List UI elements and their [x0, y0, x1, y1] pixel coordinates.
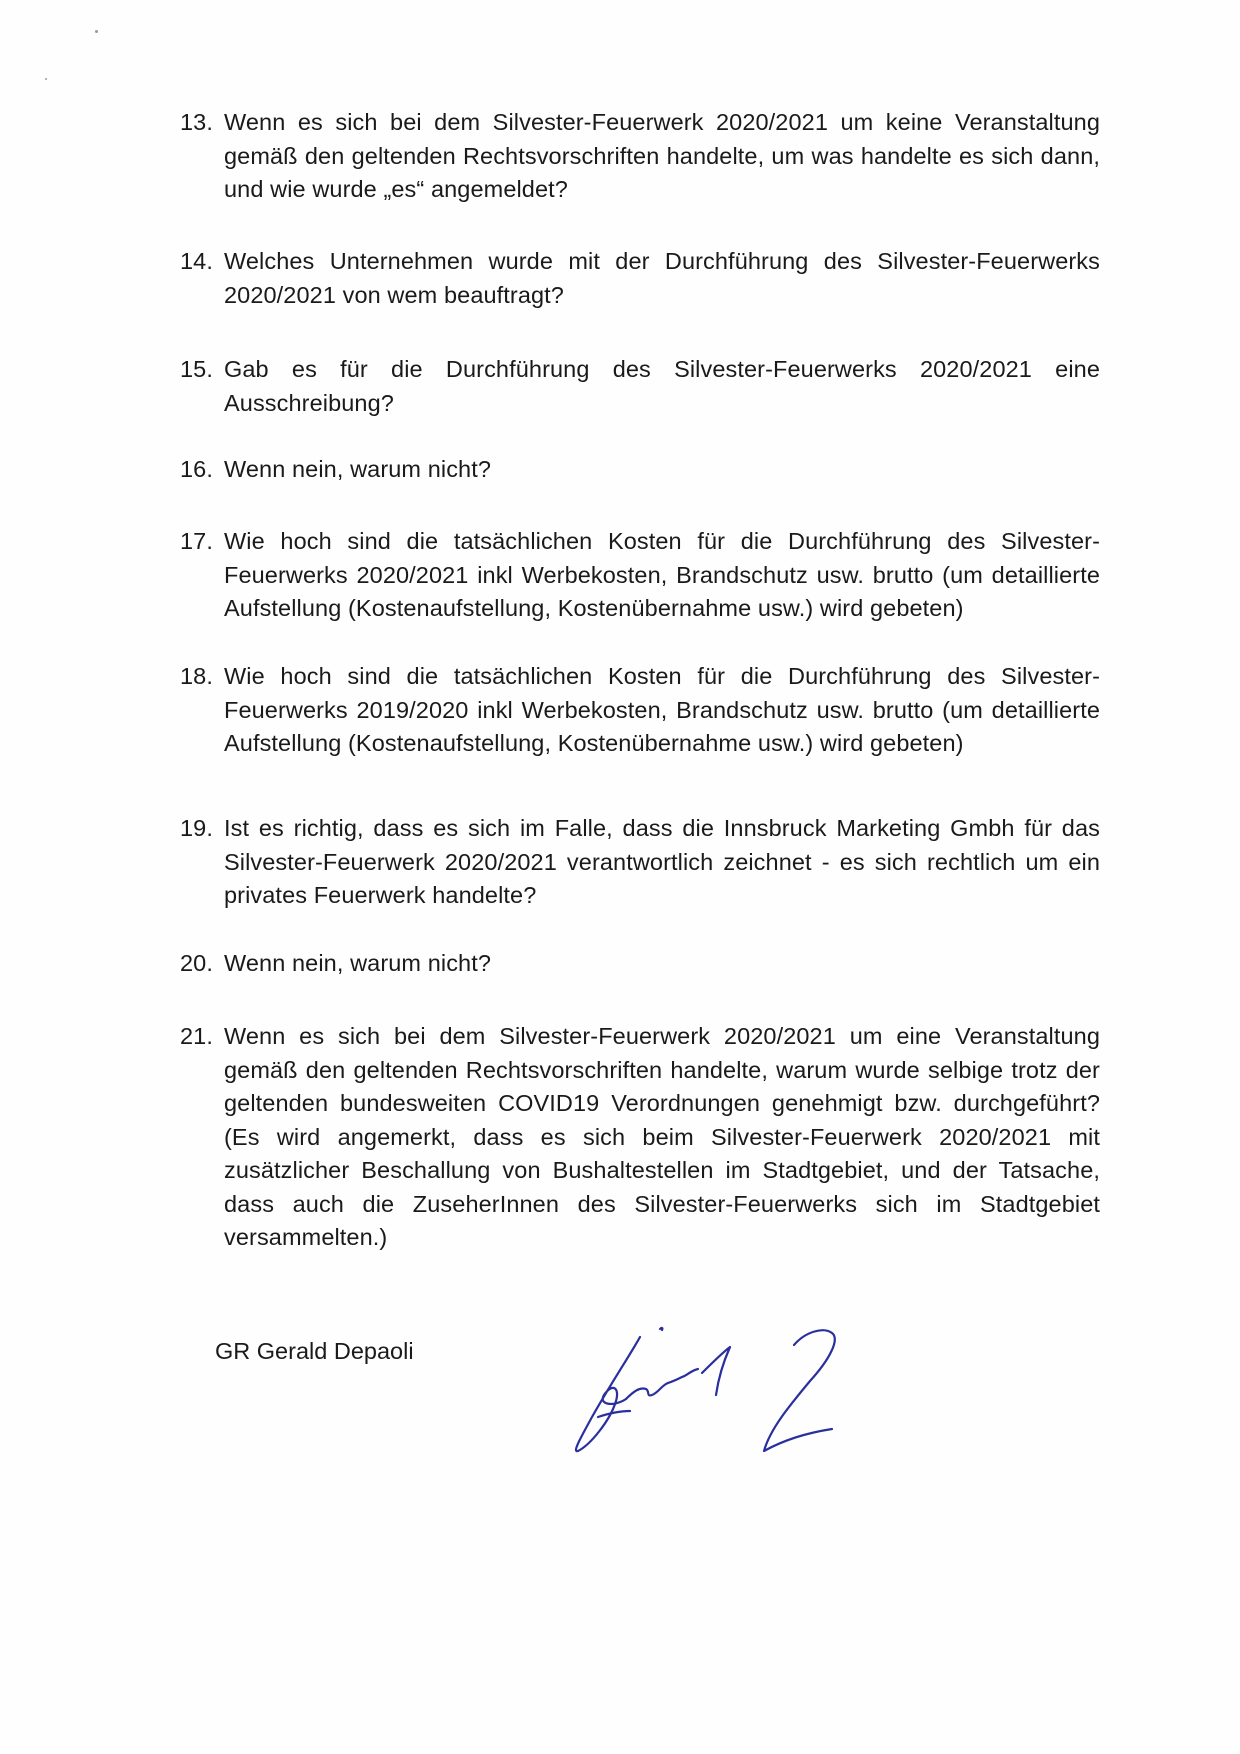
question-number: 15.: [180, 356, 213, 382]
question-20: [180, 947, 1100, 981]
scan-speck: [45, 78, 47, 80]
question-text: Wenn nein, warum nicht?: [224, 950, 492, 976]
question-15: [180, 353, 1100, 420]
question-number: 18.: [180, 663, 213, 689]
question-number: 17.: [180, 528, 213, 554]
question-16: [180, 453, 1100, 487]
question-21: [180, 1020, 1100, 1255]
question-text: Ist es richtig, dass es sich im Falle, dass die Innsbruck Marketing Gmbh für das Silvester-Feuerwerk 2020/2021 verantwortlich zeichnet - es sich rechtlich um ein privates Feuerwerk handelte?: [224, 815, 1100, 908]
question-number: 19.: [180, 815, 213, 841]
question-19: [180, 812, 1100, 913]
question-text: Wenn es sich bei dem Silvester-Feuerwerk 2020/2021 um eine Veranstaltung gemäß den geltenden Rechtsvorschriften handelte, warum wurde selbige trotz der geltenden bundesweiten COVID19 Verordnungen genehmigt bzw. durchgeführt? (Es wird angemerkt, dass es sich beim Silvester-Feuerwerk 2020/2021 mit zusätzlicher Beschallung von Bushaltestellen im Stadtgebiet, und der Tatsache, dass auch die ZuseherInnen des Silvester-Feuerwerks sich im Stadtgebiet versammelten.): [224, 1023, 1100, 1250]
question-number: 16.: [180, 456, 213, 482]
question-text: Gab es für die Durchführung des Silvester-Feuerwerks 2020/2021 eine Ausschreibung?: [224, 356, 1100, 416]
handwritten-signature: [570, 1325, 900, 1475]
signer-name: GR Gerald Depaoli: [215, 1338, 414, 1364]
question-number: 13.: [180, 109, 213, 135]
question-14: [180, 245, 1100, 312]
question-text: Wie hoch sind die tatsächlichen Kosten für die Durchführung des Silvester-Feuerwerks 2020/2021 inkl Werbekosten, Brandschutz usw. brutto (um detaillierte Aufstellung (Kostenaufstellung, Kostenübernahme usw.) wird gebeten): [224, 528, 1100, 621]
question-number: 21.: [180, 1023, 213, 1049]
scan-speck: [95, 30, 98, 33]
question-17: [180, 525, 1100, 626]
question-number: 14.: [180, 248, 213, 274]
question-text: Wenn nein, warum nicht?: [224, 456, 492, 482]
question-text: Welches Unternehmen wurde mit der Durchführung des Silvester-Feuerwerks 2020/2021 von wem beauftragt?: [224, 248, 1100, 308]
question-13: [180, 106, 1100, 207]
question-text: Wie hoch sind die tatsächlichen Kosten für die Durchführung des Silvester-Feuerwerks 2019/2020 inkl Werbekosten, Brandschutz usw. brutto (um detaillierte Aufstellung (Kostenaufstellung, Kostenübernahme usw.) wird gebeten): [224, 663, 1100, 756]
question-number: 20.: [180, 950, 213, 976]
question-text: Wenn es sich bei dem Silvester-Feuerwerk 2020/2021 um keine Veranstaltung gemäß den geltenden Rechtsvorschriften handelte, um was handelte es sich dann, und wie wurde „es“ angemeldet?: [224, 109, 1100, 202]
question-18: [180, 660, 1100, 761]
